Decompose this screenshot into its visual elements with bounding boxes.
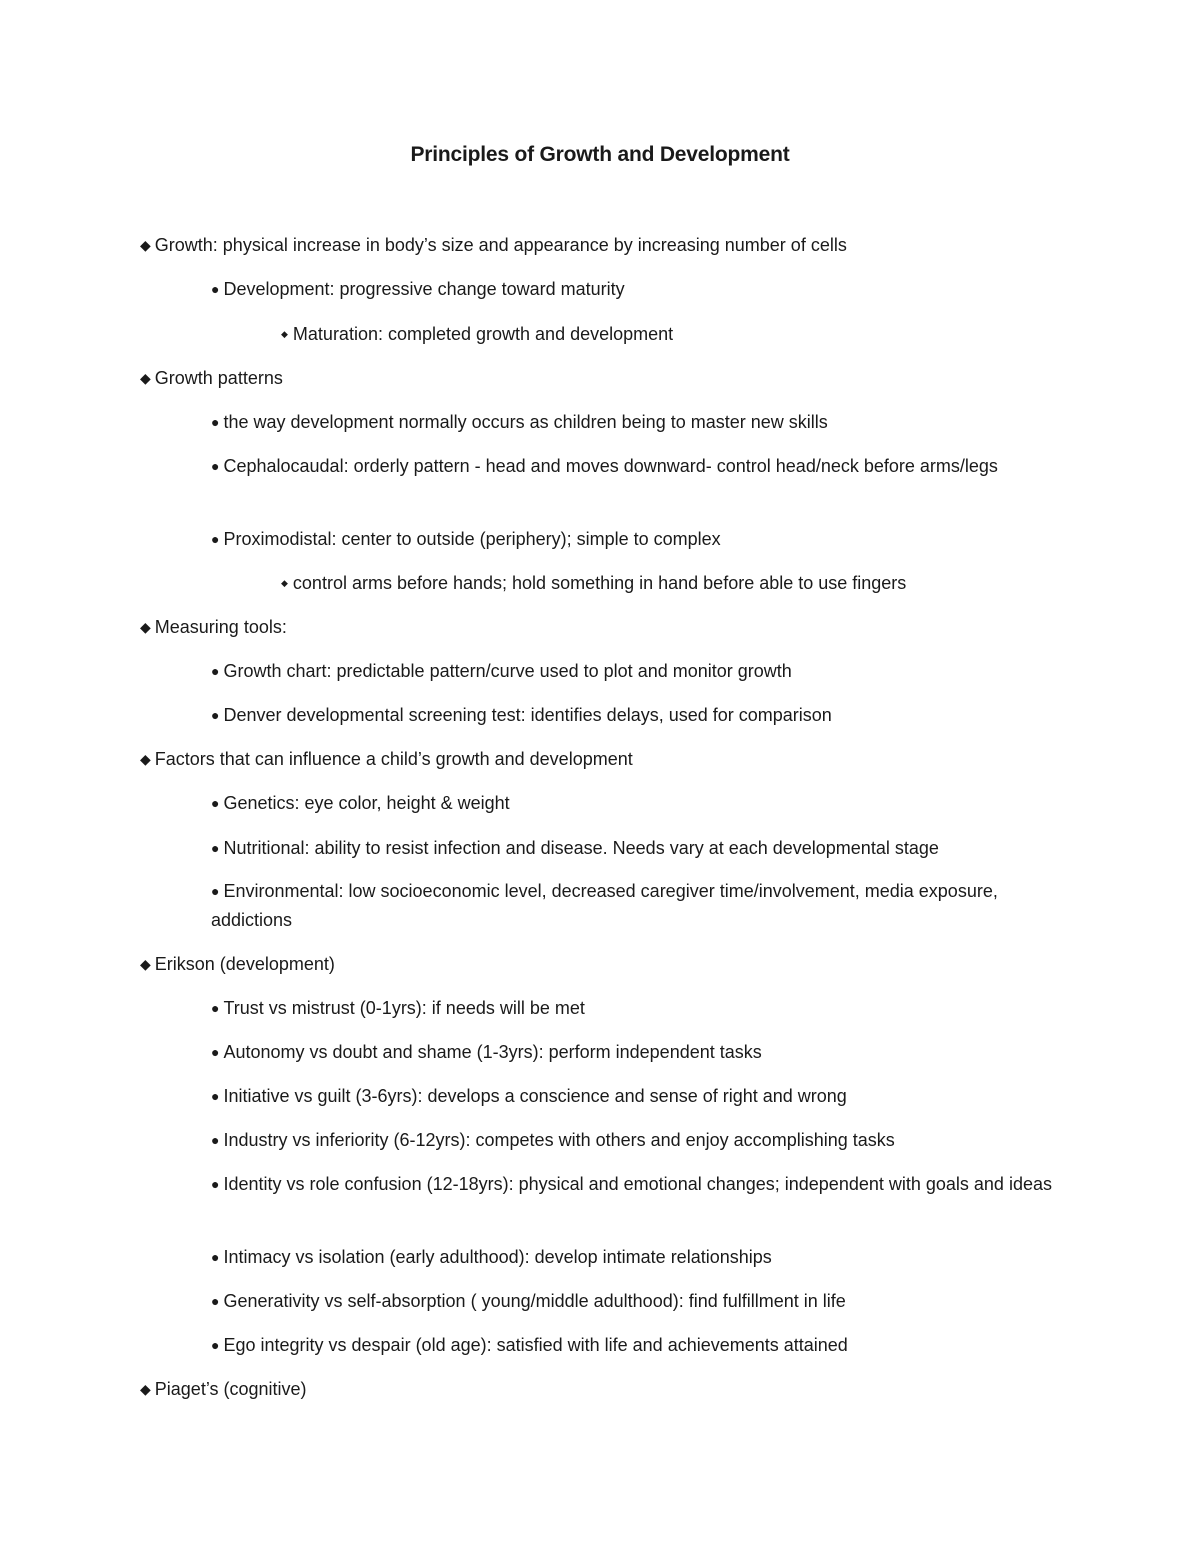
list-item-text: Growth patterns [154, 368, 283, 388]
dot-bullet-icon: ● [211, 883, 220, 899]
list-item-level3 [281, 320, 673, 349]
list-item-level2 [211, 1038, 762, 1067]
page-title: Principles of Growth and Development [410, 143, 790, 166]
list-item-text: Denver developmental screening test: identifies delays, used for comparison [223, 705, 832, 725]
list-item-text: Environmental: low socioeconomic level, decreased caregiver time/involvement, media exposure, addictions [211, 881, 998, 930]
list-item-text: Factors that can influence a child’s growth and development [154, 749, 633, 769]
diamond-bullet-icon: ◆ [140, 370, 151, 386]
dot-bullet-icon: ● [211, 1044, 220, 1060]
list-item-text: the way development normally occurs as children being to master new skills [223, 412, 828, 432]
list-item-text: Intimacy vs isolation (early adulthood): develop intimate relationships [223, 1247, 772, 1267]
list-item-level3 [281, 569, 906, 598]
list-item-text: Nutritional: ability to resist infection and disease. Needs vary at each developmental stage [223, 838, 939, 858]
dot-bullet-icon: ● [211, 458, 220, 474]
list-item-level1 [140, 950, 335, 979]
dot-bullet-icon: ● [211, 1249, 220, 1265]
small-diamond-bullet-icon: ◆ [281, 329, 288, 339]
list-item-level2 [211, 1126, 895, 1155]
list-item-level2 [211, 994, 585, 1023]
list-item-level1 [140, 231, 847, 260]
dot-bullet-icon: ● [211, 663, 220, 679]
list-item-level1 [140, 364, 283, 393]
dot-bullet-icon: ● [211, 1176, 220, 1192]
dot-bullet-icon: ● [211, 840, 220, 856]
list-item-level2 [211, 1287, 846, 1316]
diamond-bullet-icon: ◆ [140, 751, 151, 767]
list-item-level2 [211, 408, 828, 437]
list-item-text: Autonomy vs doubt and shame (1-3yrs): perform independent tasks [223, 1042, 762, 1062]
dot-bullet-icon: ● [211, 414, 220, 430]
list-item-text: Growth chart: predictable pattern/curve used to plot and monitor growth [223, 661, 792, 681]
list-item-level2 [211, 275, 625, 304]
dot-bullet-icon: ● [211, 1337, 220, 1353]
list-item-text: Erikson (development) [154, 954, 335, 974]
list-item-level2 [211, 1243, 772, 1272]
diamond-bullet-icon: ◆ [140, 956, 151, 972]
list-item-text: control arms before hands; hold something in hand before able to use fingers [292, 573, 907, 593]
small-diamond-bullet-icon: ◆ [281, 578, 288, 588]
list-item-level1 [140, 613, 287, 642]
list-item-text: Genetics: eye color, height & weight [223, 793, 510, 813]
list-item-text: Industry vs inferiority (6-12yrs): competes with others and enjoy accomplishing tasks [223, 1130, 895, 1150]
list-item-level1 [140, 745, 633, 774]
list-item-level2 [211, 1331, 848, 1360]
list-item-level2 [211, 877, 1011, 935]
list-item-text: Trust vs mistrust (0-1yrs): if needs will be met [223, 998, 585, 1018]
list-item-level2 [211, 657, 792, 686]
diamond-bullet-icon: ◆ [140, 237, 151, 253]
dot-bullet-icon: ● [211, 707, 220, 723]
list-item-text: Measuring tools: [154, 617, 287, 637]
list-item-text: Proximodistal: center to outside (periphery); simple to complex [223, 529, 721, 549]
list-item-text: Piaget’s (cognitive) [154, 1379, 307, 1399]
list-item-text: Cephalocaudal: orderly pattern - head and moves downward- control head/neck before arms/legs [223, 456, 998, 476]
dot-bullet-icon: ● [211, 1088, 220, 1104]
dot-bullet-icon: ● [211, 795, 220, 811]
list-item-level2 [211, 834, 939, 863]
dot-bullet-icon: ● [211, 1132, 220, 1148]
list-item-level2 [211, 789, 510, 818]
list-item-level1 [140, 1375, 307, 1404]
list-item-text: Generativity vs self-absorption ( young/middle adulthood): find fulfillment in life [223, 1291, 846, 1311]
list-item-level2 [211, 525, 721, 554]
list-item-text: Development: progressive change toward maturity [223, 279, 625, 299]
diamond-bullet-icon: ◆ [140, 619, 151, 635]
dot-bullet-icon: ● [211, 531, 220, 547]
list-item-level2 [211, 701, 832, 730]
list-item-level2 [211, 1170, 1061, 1199]
list-item-text: Initiative vs guilt (3-6yrs): develops a conscience and sense of right and wrong [223, 1086, 847, 1106]
list-item-level2 [211, 452, 1011, 481]
list-item-text: Identity vs role confusion (12-18yrs): physical and emotional changes; independent with goals and ideas [223, 1174, 1052, 1194]
list-item-text: Maturation: completed growth and development [292, 324, 674, 344]
dot-bullet-icon: ● [211, 1293, 220, 1309]
list-item-text: Growth: physical increase in body’s size and appearance by increasing number of cells [154, 235, 847, 255]
dot-bullet-icon: ● [211, 281, 220, 297]
list-item-text: Ego integrity vs despair (old age): satisfied with life and achievements attained [223, 1335, 848, 1355]
dot-bullet-icon: ● [211, 1000, 220, 1016]
diamond-bullet-icon: ◆ [140, 1381, 151, 1397]
list-item-level2 [211, 1082, 847, 1111]
